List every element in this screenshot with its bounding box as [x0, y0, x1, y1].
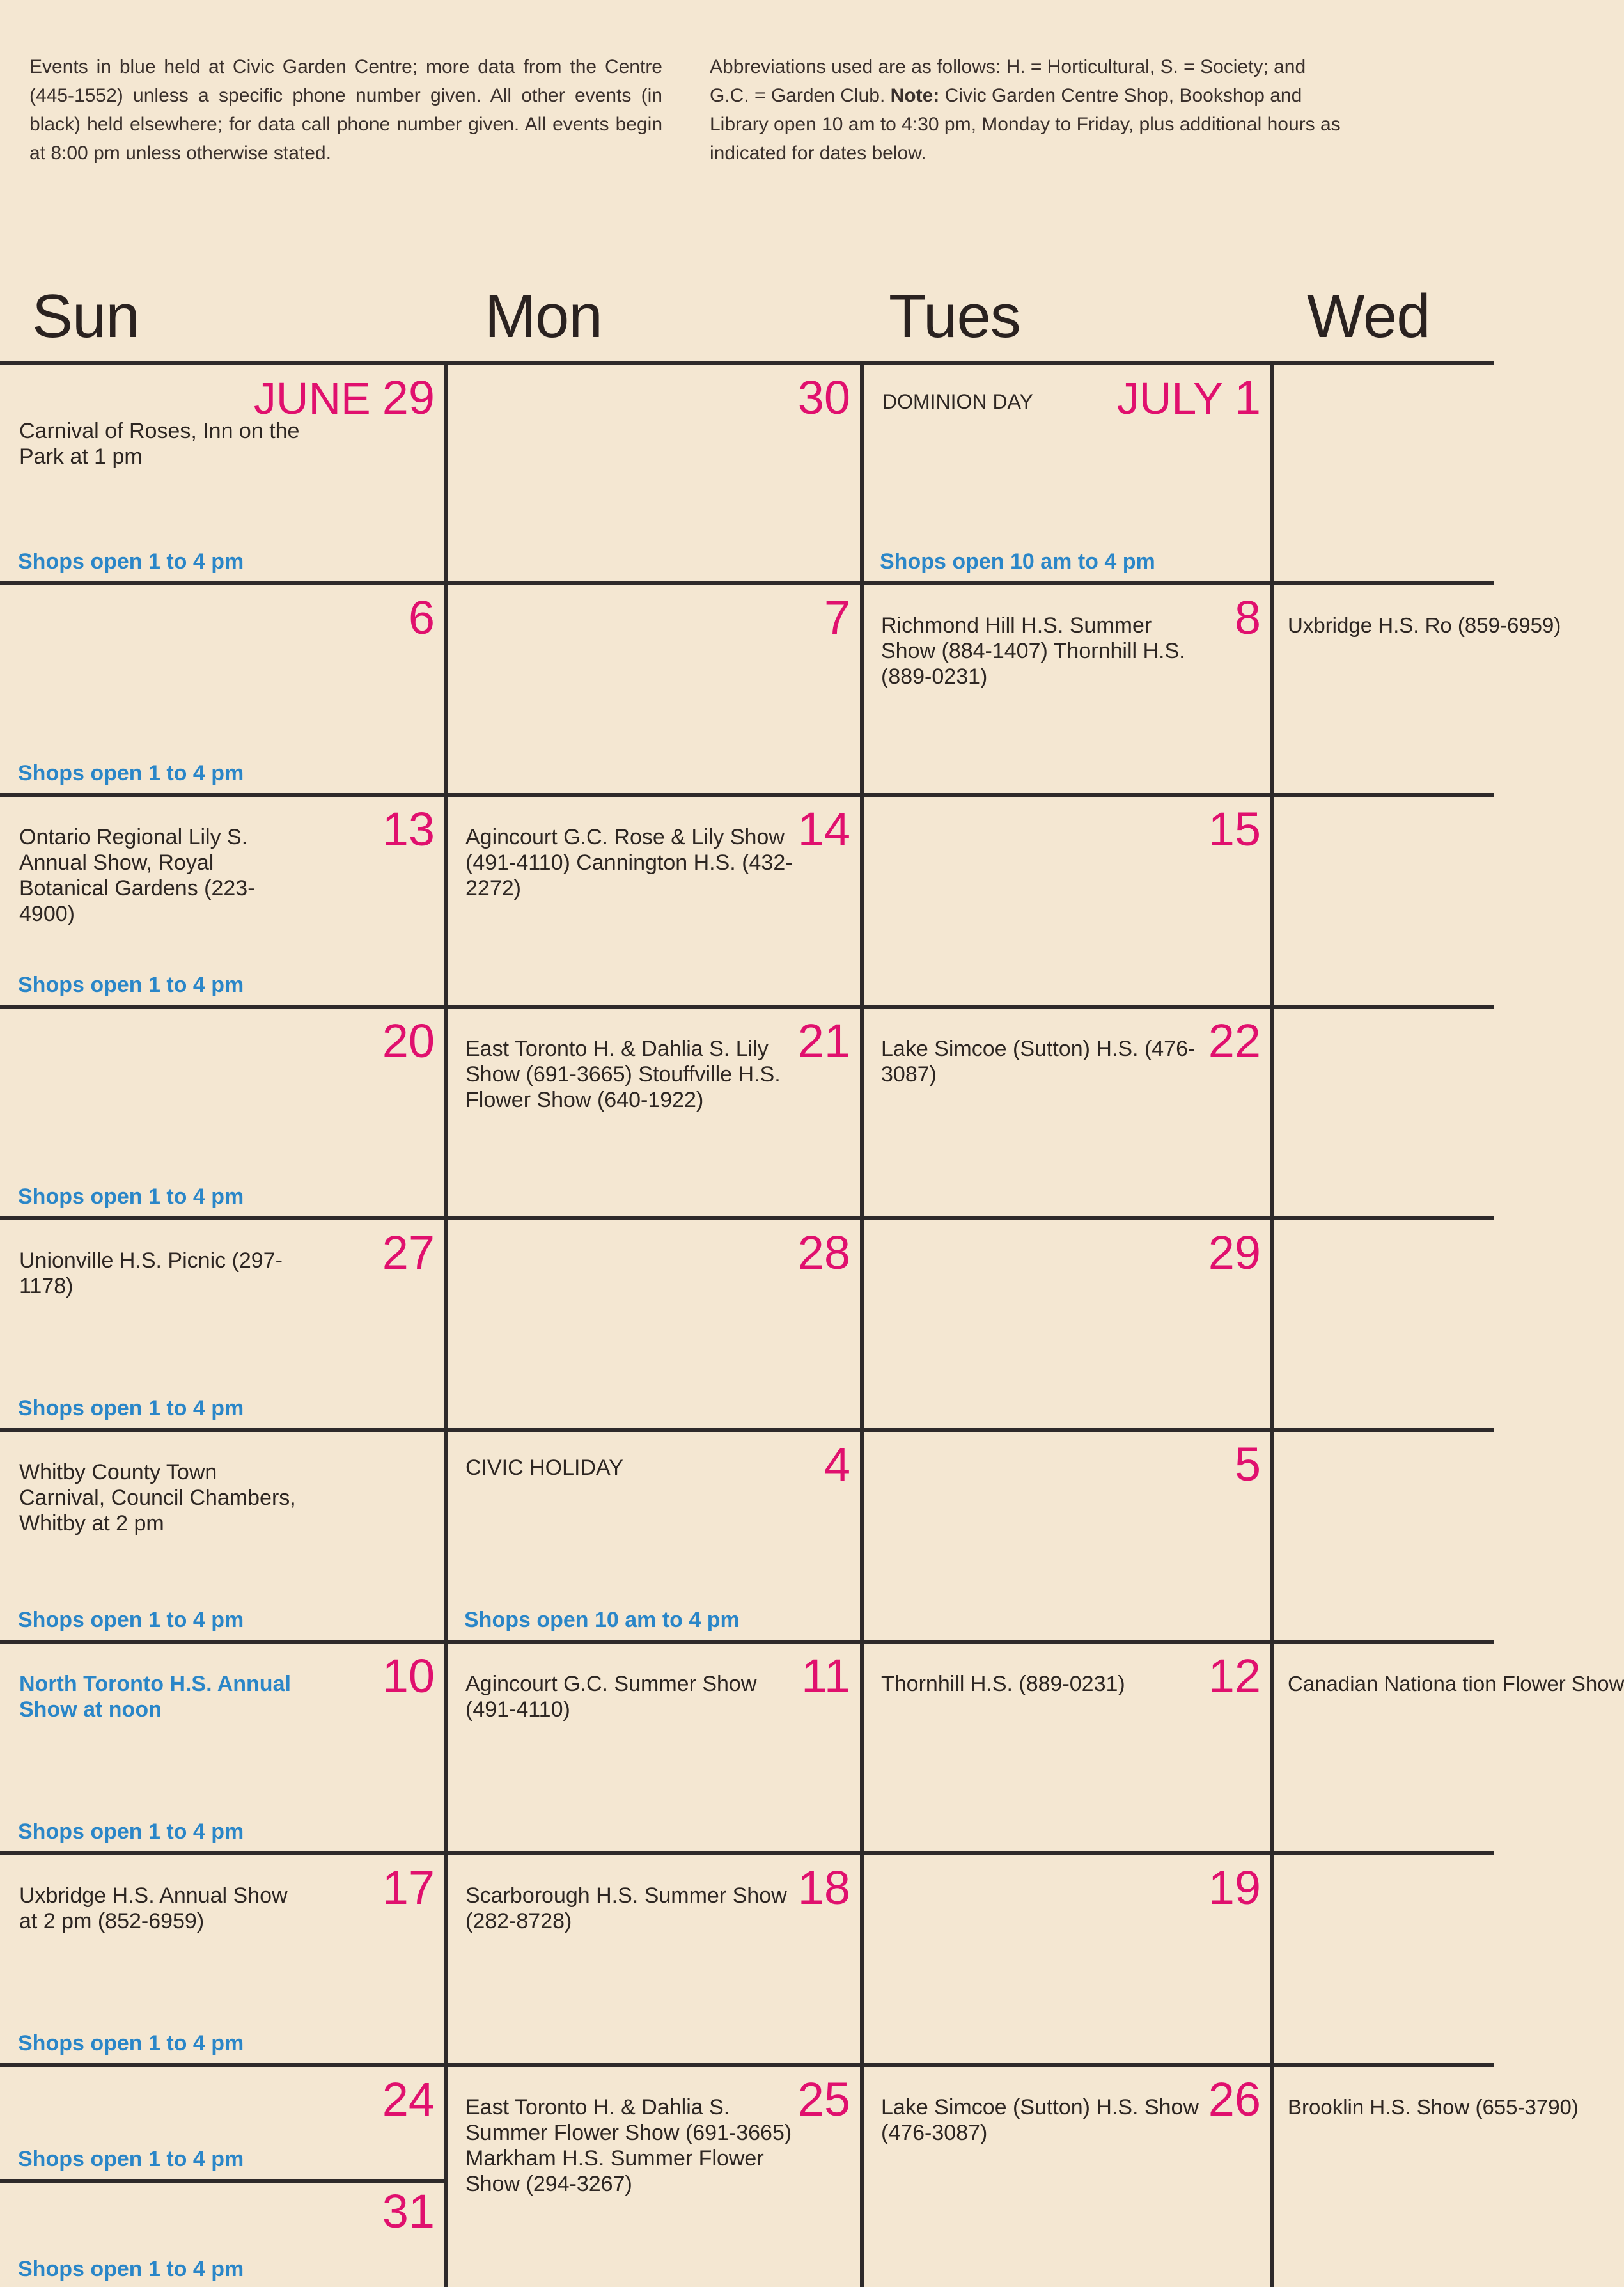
day-number [824, 591, 850, 645]
date-number: 11 [801, 1649, 850, 1702]
day-header-tues: Tues [889, 282, 1020, 350]
calendar-cell-sun [4, 1222, 446, 1430]
date-number: 8 [1234, 591, 1261, 644]
calendar-cell-tues [866, 1646, 1272, 1853]
day-number [798, 371, 850, 425]
calendar-cell-mon [450, 1010, 862, 1218]
event-text: East Toronto H. & Dahlia S. Summer Flower Show (691-3665) Markham H.S. Summer Flower Show (294-3267) [465, 2095, 792, 2196]
note-label: Note: [890, 85, 940, 106]
day-number [1208, 2073, 1261, 2126]
event-text: Thornhill H.S. (889-0231) [881, 1672, 1125, 1696]
shops-open-note: Shops open 1 to 4 pm [18, 2031, 244, 2055]
note-text: Civic Garden Centre Shop, Bookshop and Library open 10 am to 4:30 pm, Monday to Friday, plus additional hours as indicated for dates below. [710, 85, 1341, 164]
day-number [1208, 1861, 1261, 1915]
event-text: Scarborough H.S. Summer Show (282-8728) [465, 1883, 787, 1933]
day-number [382, 1861, 435, 1915]
abbreviations-text: Abbreviations used are as follows: H. = Horticultural, S. = Society; and G.C. = Garden Club. [710, 56, 1306, 106]
day-number [824, 1438, 850, 1491]
calendar-cell-wed [1276, 367, 1494, 583]
shops-open-note: Shops open 1 to 4 pm [18, 1396, 244, 1420]
holiday-label: CIVIC HOLIDAY [465, 1456, 623, 1480]
date-number: 10 [382, 1649, 435, 1702]
day-number [801, 1649, 850, 1703]
shops-open-note: Shops open 10 am to 4 pm [880, 549, 1155, 574]
calendar-cell-wed [1276, 1010, 1494, 1218]
day-number [1235, 591, 1261, 645]
calendar-cell-tues [866, 799, 1272, 1007]
day-header-sun: Sun [32, 282, 139, 350]
calendar-cell-mon [450, 587, 862, 795]
calendar-cell-wed [1276, 1434, 1494, 1642]
month-label: JUNE [253, 373, 371, 423]
intro-left-text: Events in blue held at Civic Garden Centre; more data from the Centre (445-1552) unless a specific phone number given. All other events (in black) held elsewhere; for data call phone number given. All events begin at 8:00 pm unless otherwise stated. [29, 56, 662, 164]
shops-open-note: Shops open 1 to 4 pm [18, 2257, 244, 2281]
date-number: 12 [1208, 1649, 1261, 1702]
event-text: Ontario Regional Lily S. Annual Show, Royal Botanical Gardens (223-4900) [19, 825, 255, 926]
event-text: Agincourt G.C. Rose & Lily Show (491-4110) Cannington H.S. (432-2272) [465, 825, 793, 900]
event-text: Richmond Hill H.S. Summer Show (884-1407) Thornhill H.S. (889-0231) [881, 613, 1185, 689]
calendar-cell-tues [866, 367, 1272, 583]
date-number: 14 [797, 803, 850, 856]
day-number [382, 1014, 435, 1068]
day-number [798, 1014, 850, 1068]
day-number [1208, 1649, 1261, 1703]
event-text: East Toronto H. & Dahlia S. Lily Show (691-3665) Stouffville H.S. Flower Show (640-1922) [465, 1037, 781, 1112]
event-text: Uxbridge H.S. Annual Show at 2 pm (852-6959) [19, 1883, 288, 1933]
day-number [798, 1861, 850, 1915]
calendar-cell-sun [4, 2069, 446, 2181]
event-text: Unionville H.S. Picnic (297-1178) [19, 1248, 283, 1298]
date-number: 13 [382, 803, 435, 856]
calendar-cell-mon [450, 367, 862, 583]
day-number [1117, 371, 1261, 425]
calendar-cell-wed [1276, 1222, 1494, 1430]
month-label: JULY [1116, 373, 1223, 423]
day-number [382, 2073, 435, 2126]
date-number: 18 [797, 1861, 850, 1914]
calendar-cell-sun [4, 587, 446, 795]
event-text: Lake Simcoe (Sutton) H.S. (476-3087) [881, 1037, 1196, 1087]
date-number: 25 [797, 2073, 850, 2126]
day-number [1208, 803, 1261, 856]
date-number: 26 [1208, 2073, 1261, 2126]
date-number: 4 [824, 1438, 850, 1491]
event-text: Brooklin H.S. Show (655-3790) [1288, 2095, 1579, 2119]
calendar-cell-mon [450, 1857, 862, 2065]
shops-open-note: Shops open 1 to 4 pm [18, 973, 244, 997]
shops-open-note: Shops open 1 to 4 pm [18, 1608, 244, 1632]
shops-open-note: Shops open 1 to 4 pm [18, 1184, 244, 1209]
date-number: 6 [408, 591, 435, 644]
date-number: 28 [797, 1226, 850, 1279]
calendar-cell-sun [4, 1010, 446, 1218]
calendar-cell-mon [450, 2069, 862, 2287]
date-number: 1 [1234, 371, 1261, 424]
calendar-cell-wed [1276, 799, 1494, 1007]
day-number [1208, 1014, 1261, 1068]
calendar-cell-wed [1276, 587, 1561, 795]
date-number: 15 [1208, 803, 1261, 856]
calendar-cell-sun [4, 1434, 446, 1642]
calendar-cell-tues [866, 587, 1272, 795]
day-number [1208, 1226, 1261, 1280]
date-number: 20 [382, 1014, 435, 1067]
day-header-mon: Mon [485, 282, 602, 350]
calendar-cell-sun-31 [4, 2185, 446, 2287]
calendar-cell-sun [4, 1857, 446, 2065]
day-number [254, 371, 435, 425]
shops-open-note: Shops open 1 to 4 pm [18, 761, 244, 785]
calendar-cell-mon [450, 1646, 862, 1853]
calendar-cell-wed [1276, 1646, 1624, 1853]
day-number [1235, 1438, 1261, 1491]
day-number [382, 803, 435, 856]
holiday-label: DOMINION DAY [882, 390, 1033, 413]
date-number: 22 [1208, 1014, 1261, 1067]
calendar-cell-sun [4, 799, 446, 1007]
calendar-cell-sun [4, 367, 446, 583]
date-number: 17 [382, 1861, 435, 1914]
date-number: 29 [382, 371, 435, 424]
date-number: 7 [824, 591, 850, 644]
date-number: 31 [382, 2185, 435, 2238]
day-header-wed: Wed [1307, 282, 1430, 350]
day-number [382, 1226, 435, 1280]
calendar-cell-wed [1276, 1857, 1494, 2065]
calendar-cell-tues [866, 1434, 1272, 1642]
shops-open-note: Shops open 1 to 4 pm [18, 549, 244, 574]
date-number: 19 [1208, 1861, 1261, 1914]
shops-open-note: Shops open 1 to 4 pm [18, 2147, 244, 2171]
event-text: Carnival of Roses, Inn on the Park at 1 pm [19, 419, 300, 469]
day-number [798, 2073, 850, 2126]
shops-open-note: Shops open 10 am to 4 pm [464, 1608, 740, 1632]
calendar-cell-sun [4, 1646, 446, 1853]
event-text: Canadian Nationa tion Flower Show [1288, 1672, 1624, 1695]
calendar-cell-tues [866, 1222, 1272, 1430]
day-number [798, 1226, 850, 1280]
event-text: Lake Simcoe (Sutton) H.S. Show (476-3087) [881, 2095, 1199, 2145]
event-text: Uxbridge H.S. Ro (859-6959) [1288, 613, 1561, 637]
calendar-cell-tues [866, 2069, 1272, 2287]
day-number [382, 2185, 435, 2238]
calendar-cell-tues [866, 1010, 1272, 1218]
event-text: North Toronto H.S. Annual Show at noon [19, 1672, 291, 1722]
calendar-cell-mon [450, 1222, 862, 1430]
day-number [409, 591, 435, 645]
day-number [798, 803, 850, 856]
shops-open-note: Shops open 1 to 4 pm [18, 1819, 244, 1844]
date-number: 24 [382, 2073, 435, 2126]
event-text: Agincourt G.C. Summer Show (491-4110) [465, 1672, 757, 1722]
calendar-cell-tues [866, 1857, 1272, 2065]
calendar-cell-wed [1276, 2069, 1579, 2287]
day-number [382, 1649, 435, 1703]
date-number: 30 [797, 371, 850, 424]
date-number: 27 [382, 1226, 435, 1279]
date-number: 29 [1208, 1226, 1261, 1279]
date-number: 5 [1234, 1438, 1261, 1491]
event-text: Whitby County Town Carnival, Council Chambers, Whitby at 2 pm [19, 1460, 296, 1536]
date-number: 21 [797, 1014, 850, 1067]
calendar-cell-mon [450, 799, 862, 1007]
calendar-cell-mon [450, 1434, 862, 1642]
